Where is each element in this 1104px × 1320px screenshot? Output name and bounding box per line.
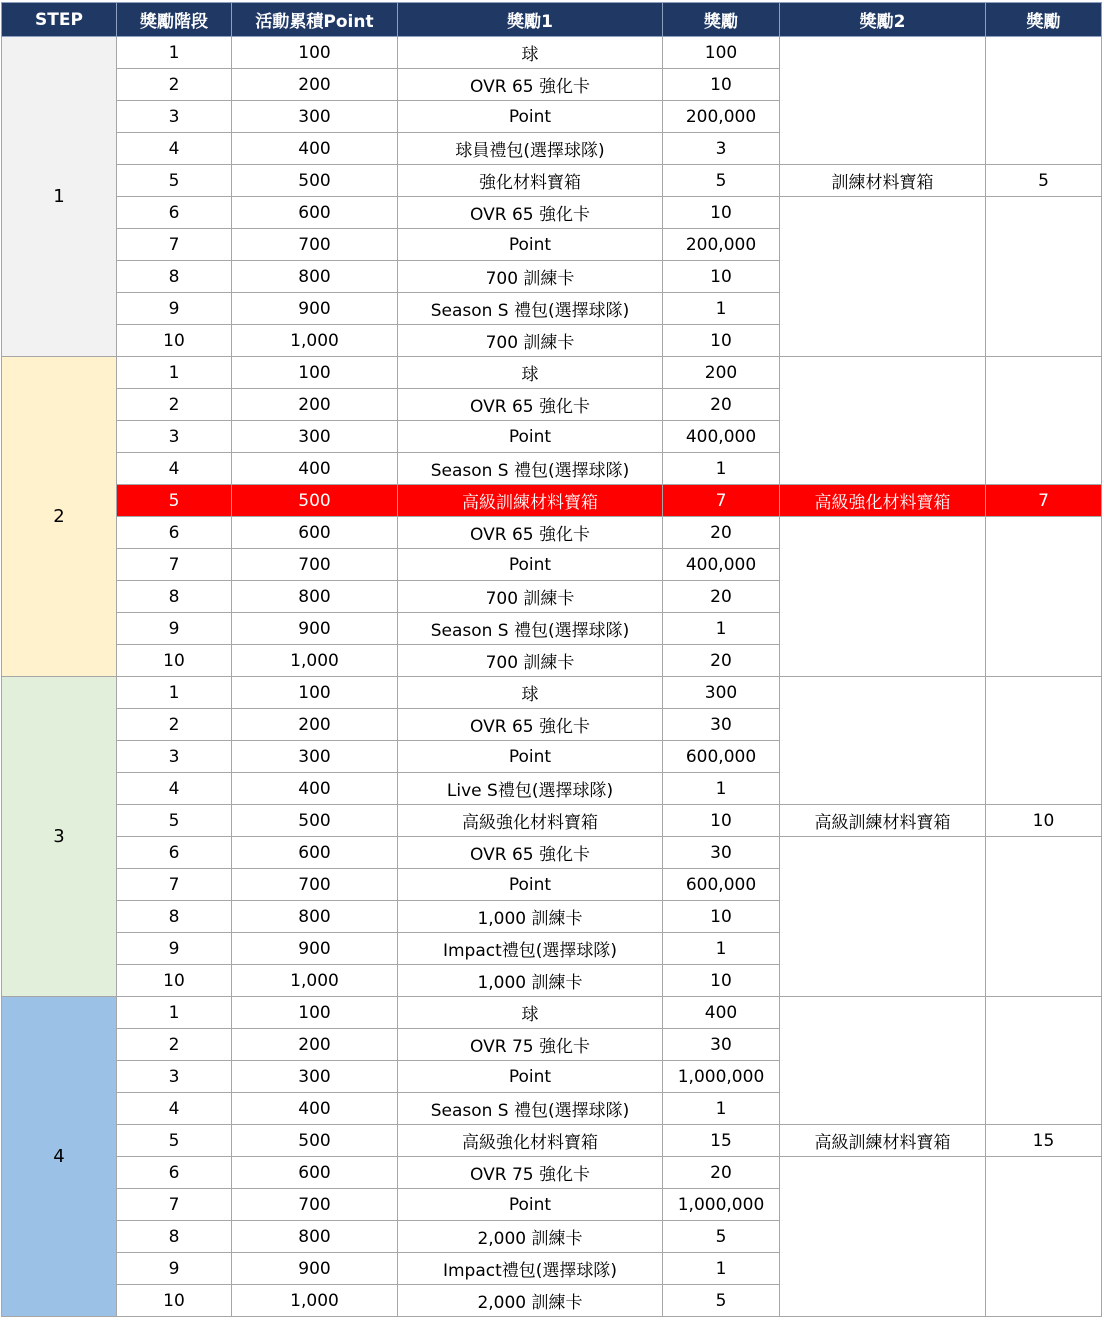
reward1-qty-cell: 10 [663,69,780,101]
table-row [2,805,1102,837]
reward1-qty-cell: 10 [663,261,780,293]
header-reward2: 獎勵2 [780,3,986,37]
points-cell: 400 [232,1093,398,1125]
points-cell: 800 [232,1221,398,1253]
reward1-cell: 球 [398,37,663,69]
reward1-qty-cell: 10 [663,965,780,997]
stage-cell: 3 [117,741,232,773]
step-cell: 4 [2,997,117,1317]
reward1-qty-cell: 1 [663,293,780,325]
reward1-qty-cell: 20 [663,389,780,421]
reward2-cell: 高級訓練材料寶箱 [780,805,986,837]
points-cell: 700 [232,1189,398,1221]
points-cell: 500 [232,485,398,517]
reward2-qty-empty-cell [986,357,1102,485]
points-cell: 700 [232,549,398,581]
points-cell: 1,000 [232,1285,398,1317]
reward-table [1,2,1102,1317]
reward2-qty-empty-cell [986,517,1102,677]
reward1-qty-cell: 20 [663,1157,780,1189]
reward2-empty-cell [780,357,986,485]
points-cell: 900 [232,613,398,645]
points-cell: 100 [232,37,398,69]
stage-cell: 8 [117,581,232,613]
points-cell: 1,000 [232,325,398,357]
stage-cell: 4 [117,133,232,165]
points-cell: 100 [232,357,398,389]
reward2-cell: 高級訓練材料寶箱 [780,1125,986,1157]
reward1-qty-cell: 100 [663,37,780,69]
reward2-qty-empty-cell [986,837,1102,997]
reward1-cell: 2,000 訓練卡 [398,1221,663,1253]
reward1-qty-cell: 20 [663,645,780,677]
reward2-empty-cell [780,677,986,805]
table-row [2,997,1102,1029]
reward1-cell: Point [398,869,663,901]
table-row [2,837,1102,869]
header-points: 活動累積Point [232,3,398,37]
points-cell: 1,000 [232,965,398,997]
reward1-qty-cell: 1,000,000 [663,1061,780,1093]
reward2-cell: 訓練材料寶箱 [780,165,986,197]
reward1-cell: 高級訓練材料寶箱 [398,485,663,517]
reward1-qty-cell: 7 [663,485,780,517]
stage-cell: 8 [117,901,232,933]
reward2-qty-cell: 10 [986,805,1102,837]
stage-cell: 8 [117,1221,232,1253]
reward2-qty-empty-cell [986,997,1102,1125]
reward2-cell: 高級強化材料寶箱 [780,485,986,517]
reward1-cell: Point [398,741,663,773]
reward2-empty-cell [780,837,986,997]
reward1-qty-cell: 1 [663,933,780,965]
reward1-cell: OVR 65 強化卡 [398,69,663,101]
points-cell: 900 [232,293,398,325]
reward2-qty-cell: 7 [986,485,1102,517]
reward1-cell: Season S 禮包(選擇球隊) [398,293,663,325]
points-cell: 900 [232,933,398,965]
reward1-qty-cell: 600,000 [663,741,780,773]
reward1-cell: OVR 75 強化卡 [398,1029,663,1061]
stage-cell: 10 [117,1285,232,1317]
stage-cell: 9 [117,1253,232,1285]
stage-cell: 3 [117,421,232,453]
points-cell: 500 [232,165,398,197]
reward2-qty-empty-cell [986,37,1102,165]
points-cell: 800 [232,581,398,613]
reward2-qty-empty-cell [986,197,1102,357]
header-reward1-qty: 獎勵 [663,3,780,37]
stage-cell: 4 [117,773,232,805]
reward1-cell: Point [398,1189,663,1221]
reward1-qty-cell: 10 [663,901,780,933]
reward2-qty-cell: 15 [986,1125,1102,1157]
stage-cell: 5 [117,165,232,197]
reward1-qty-cell: 10 [663,325,780,357]
reward1-cell: Point [398,1061,663,1093]
table-row [2,165,1102,197]
reward1-qty-cell: 600,000 [663,869,780,901]
reward1-qty-cell: 20 [663,581,780,613]
points-cell: 300 [232,101,398,133]
stage-cell: 6 [117,197,232,229]
reward1-cell: Season S 禮包(選擇球隊) [398,613,663,645]
stage-cell: 7 [117,1189,232,1221]
stage-cell: 2 [117,709,232,741]
reward1-cell: 700 訓練卡 [398,581,663,613]
stage-cell: 5 [117,485,232,517]
reward2-qty-cell: 5 [986,165,1102,197]
points-cell: 600 [232,837,398,869]
reward2-qty-empty-cell [986,1157,1102,1317]
stage-cell: 4 [117,1093,232,1125]
stage-cell: 7 [117,869,232,901]
reward1-qty-cell: 30 [663,1029,780,1061]
reward1-cell: Point [398,549,663,581]
stage-cell: 5 [117,805,232,837]
reward1-cell: 1,000 訓練卡 [398,901,663,933]
reward1-cell: Impact禮包(選擇球隊) [398,1253,663,1285]
reward1-qty-cell: 30 [663,837,780,869]
reward2-empty-cell [780,37,986,165]
points-cell: 300 [232,1061,398,1093]
stage-cell: 5 [117,1125,232,1157]
reward1-cell: Point [398,229,663,261]
reward2-empty-cell [780,1157,986,1317]
header-reward2-qty: 獎勵 [986,3,1102,37]
table-row [2,677,1102,709]
points-cell: 200 [232,389,398,421]
points-cell: 500 [232,805,398,837]
reward1-cell: 球員禮包(選擇球隊) [398,133,663,165]
table-body [2,37,1102,1317]
reward1-cell: Point [398,101,663,133]
reward1-qty-cell: 200,000 [663,229,780,261]
reward1-qty-cell: 1 [663,1093,780,1125]
reward1-qty-cell: 400,000 [663,421,780,453]
reward1-cell: 強化材料寶箱 [398,165,663,197]
reward1-cell: 700 訓練卡 [398,645,663,677]
points-cell: 900 [232,1253,398,1285]
reward1-qty-cell: 15 [663,1125,780,1157]
stage-cell: 2 [117,69,232,101]
reward1-qty-cell: 1 [663,1253,780,1285]
header-reward1: 獎勵1 [398,3,663,37]
points-cell: 800 [232,901,398,933]
points-cell: 100 [232,997,398,1029]
header-row [2,3,1102,37]
points-cell: 700 [232,869,398,901]
reward1-cell: 高級強化材料寶箱 [398,805,663,837]
table-row [2,37,1102,69]
stage-cell: 10 [117,965,232,997]
step-cell: 3 [2,677,117,997]
points-cell: 600 [232,517,398,549]
reward1-qty-cell: 400 [663,997,780,1029]
points-cell: 200 [232,709,398,741]
reward2-qty-empty-cell [986,677,1102,805]
stage-cell: 4 [117,453,232,485]
reward1-cell: 球 [398,997,663,1029]
reward2-empty-cell [780,517,986,677]
stage-cell: 2 [117,389,232,421]
reward1-cell: OVR 65 強化卡 [398,197,663,229]
reward1-qty-cell: 300 [663,677,780,709]
reward1-cell: 700 訓練卡 [398,325,663,357]
points-cell: 1,000 [232,645,398,677]
stage-cell: 10 [117,325,232,357]
stage-cell: 1 [117,677,232,709]
points-cell: 700 [232,229,398,261]
table-row [2,517,1102,549]
stage-cell: 3 [117,101,232,133]
points-cell: 600 [232,197,398,229]
reward1-qty-cell: 200,000 [663,101,780,133]
reward1-qty-cell: 1 [663,613,780,645]
reward1-qty-cell: 10 [663,197,780,229]
stage-cell: 1 [117,357,232,389]
reward1-cell: 球 [398,357,663,389]
points-cell: 400 [232,453,398,485]
points-cell: 500 [232,1125,398,1157]
stage-cell: 9 [117,933,232,965]
stage-cell: 10 [117,645,232,677]
stage-cell: 6 [117,1157,232,1189]
header-stage: 獎勵階段 [117,3,232,37]
reward1-cell: 700 訓練卡 [398,261,663,293]
stage-cell: 7 [117,549,232,581]
stage-cell: 7 [117,229,232,261]
points-cell: 200 [232,69,398,101]
step-cell: 1 [2,37,117,357]
reward1-qty-cell: 1,000,000 [663,1189,780,1221]
table-row [2,197,1102,229]
reward1-cell: Impact禮包(選擇球隊) [398,933,663,965]
reward1-cell: 球 [398,677,663,709]
points-cell: 300 [232,741,398,773]
points-cell: 400 [232,773,398,805]
table-row [2,485,1102,517]
reward1-cell: OVR 65 強化卡 [398,709,663,741]
stage-cell: 6 [117,517,232,549]
reward2-empty-cell [780,997,986,1125]
reward1-qty-cell: 10 [663,805,780,837]
stage-cell: 3 [117,1061,232,1093]
reward1-cell: 高級強化材料寶箱 [398,1125,663,1157]
points-cell: 100 [232,677,398,709]
reward1-qty-cell: 1 [663,773,780,805]
stage-cell: 6 [117,837,232,869]
stage-cell: 8 [117,261,232,293]
reward1-cell: OVR 65 強化卡 [398,837,663,869]
reward1-cell: OVR 75 強化卡 [398,1157,663,1189]
table-row [2,1125,1102,1157]
table-row [2,1157,1102,1189]
reward2-empty-cell [780,197,986,357]
points-cell: 200 [232,1029,398,1061]
stage-cell: 2 [117,1029,232,1061]
reward1-cell: 1,000 訓練卡 [398,965,663,997]
reward1-qty-cell: 30 [663,709,780,741]
stage-cell: 1 [117,997,232,1029]
reward1-cell: OVR 65 強化卡 [398,517,663,549]
reward1-cell: Season S 禮包(選擇球隊) [398,453,663,485]
points-cell: 600 [232,1157,398,1189]
reward1-qty-cell: 3 [663,133,780,165]
reward1-cell: Live S禮包(選擇球隊) [398,773,663,805]
step-cell: 2 [2,357,117,677]
points-cell: 300 [232,421,398,453]
reward1-cell: Point [398,421,663,453]
reward1-cell: OVR 65 強化卡 [398,389,663,421]
reward1-cell: 2,000 訓練卡 [398,1285,663,1317]
reward1-qty-cell: 5 [663,1221,780,1253]
table-row [2,357,1102,389]
reward1-qty-cell: 400,000 [663,549,780,581]
reward1-cell: Season S 禮包(選擇球隊) [398,1093,663,1125]
header-step: STEP [2,3,117,37]
points-cell: 400 [232,133,398,165]
reward1-qty-cell: 200 [663,357,780,389]
reward1-qty-cell: 5 [663,165,780,197]
reward1-qty-cell: 5 [663,1285,780,1317]
reward1-qty-cell: 20 [663,517,780,549]
points-cell: 800 [232,261,398,293]
stage-cell: 9 [117,613,232,645]
stage-cell: 1 [117,37,232,69]
stage-cell: 9 [117,293,232,325]
reward1-qty-cell: 1 [663,453,780,485]
